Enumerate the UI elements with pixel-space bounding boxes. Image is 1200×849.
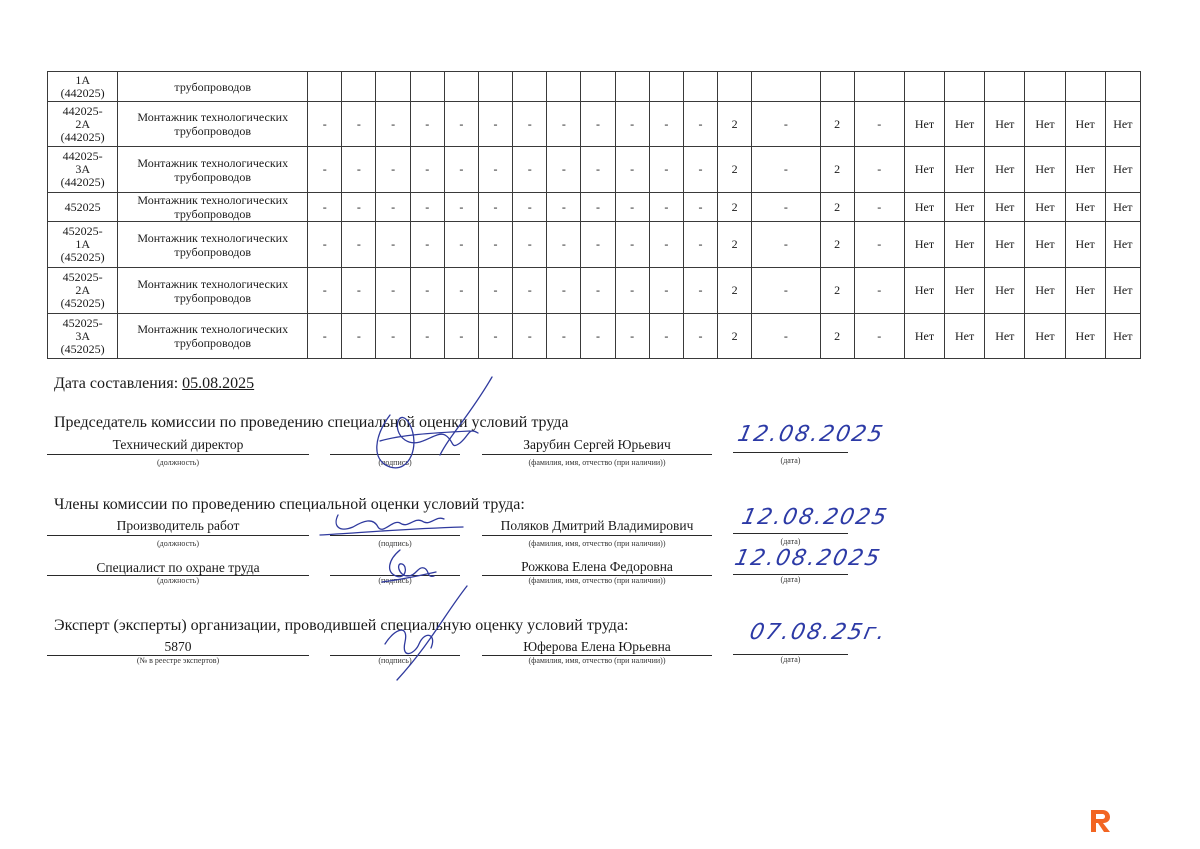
- table-cell: Нет: [1065, 102, 1105, 147]
- table-cell: -: [376, 147, 410, 193]
- table-cell: 2: [718, 268, 752, 314]
- row-code: 452025- 3А (452025): [48, 314, 118, 359]
- table-cell: [308, 72, 342, 102]
- table-cell: -: [581, 193, 615, 222]
- table-cell: Нет: [904, 314, 944, 359]
- table-cell: -: [752, 147, 820, 193]
- table-cell: 2: [820, 193, 854, 222]
- member-2-name: Рожкова Елена Федоровна: [521, 559, 673, 574]
- table-cell: -: [513, 193, 547, 222]
- table-cell: Нет: [985, 193, 1025, 222]
- table-cell: -: [649, 102, 683, 147]
- table-cell: -: [649, 193, 683, 222]
- table-cell: Нет: [985, 102, 1025, 147]
- table-cell: -: [752, 102, 820, 147]
- table-cell: -: [581, 314, 615, 359]
- table-cell: [547, 72, 581, 102]
- table-cell: [718, 72, 752, 102]
- caption-fullname: (фамилия, имя, отчество (при наличии)): [528, 576, 666, 585]
- table-cell: Нет: [945, 268, 985, 314]
- member-1-position: Производитель работ: [116, 518, 240, 533]
- table-cell: 2: [718, 102, 752, 147]
- caption-position: (должность): [157, 458, 199, 467]
- row-profession: Монтажник технологических трубопроводов: [118, 102, 308, 147]
- table-cell: -: [308, 193, 342, 222]
- table-cell: -: [376, 268, 410, 314]
- row-profession: Монтажник технологических трубопроводов: [118, 314, 308, 359]
- chairman-position: Технический директор: [112, 437, 244, 452]
- table-cell: Нет: [904, 222, 944, 268]
- row-code: 442025- 2А (442025): [48, 102, 118, 147]
- table-cell: -: [478, 314, 512, 359]
- table-cell: 2: [718, 147, 752, 193]
- caption-fullname: (фамилия, имя, отчество (при наличии)): [528, 458, 666, 467]
- table-cell: Нет: [904, 102, 944, 147]
- table-cell: -: [547, 268, 581, 314]
- row-profession: трубопроводов: [118, 72, 308, 102]
- member-2-signature: [378, 546, 438, 586]
- caption-date: (дата): [780, 537, 801, 546]
- table-cell: [478, 72, 512, 102]
- chairman-signature: [350, 375, 490, 475]
- table-cell: -: [376, 222, 410, 268]
- table-cell: -: [649, 222, 683, 268]
- table-cell: Нет: [985, 222, 1025, 268]
- table-cell: -: [444, 193, 478, 222]
- table-cell: -: [444, 314, 478, 359]
- table-cell: -: [513, 222, 547, 268]
- table-cell: -: [444, 222, 478, 268]
- member-1-handwritten-date: 12.08.2025: [739, 505, 891, 530]
- table-cell: Нет: [904, 268, 944, 314]
- table-row: [48, 147, 1141, 193]
- table-cell: -: [342, 193, 376, 222]
- table-row: [48, 193, 1141, 222]
- table-cell: -: [308, 268, 342, 314]
- table-cell: -: [410, 222, 444, 268]
- table-cell: Нет: [904, 193, 944, 222]
- table-cell: -: [410, 314, 444, 359]
- table-cell: Нет: [945, 314, 985, 359]
- chairman-name: Зарубин Сергей Юрьевич: [523, 437, 671, 452]
- table-cell: Нет: [1105, 268, 1140, 314]
- table-cell: Нет: [985, 147, 1025, 193]
- expert-registry-number: 5870: [164, 639, 192, 654]
- caption-date: (дата): [780, 655, 801, 664]
- table-cell: -: [615, 314, 649, 359]
- table-cell: -: [444, 102, 478, 147]
- table-cell: Нет: [945, 102, 985, 147]
- member-1-position-line: [47, 535, 309, 536]
- table-cell: -: [581, 102, 615, 147]
- member-2-handwritten-date: 12.08.2025: [732, 546, 884, 571]
- table-cell: Нет: [1105, 193, 1140, 222]
- row-code: 442025- 3А (442025): [48, 147, 118, 193]
- table-cell: Нет: [945, 222, 985, 268]
- row-profession: Монтажник технологических трубопроводов: [118, 193, 308, 222]
- table-cell: -: [547, 193, 581, 222]
- expert-name: Юферова Елена Юрьевна: [523, 639, 671, 654]
- table-cell: 2: [820, 268, 854, 314]
- table-cell: -: [649, 268, 683, 314]
- chairman-handwritten-date: 12.08.2025: [735, 422, 887, 447]
- caption-signature: (подпись): [378, 576, 412, 585]
- table-cell: -: [410, 147, 444, 193]
- table-cell: -: [752, 314, 820, 359]
- table-cell: -: [683, 268, 717, 314]
- table-cell: Нет: [1025, 102, 1065, 147]
- table-cell: Нет: [1025, 314, 1065, 359]
- table-cell: -: [410, 193, 444, 222]
- member-1-signature: [318, 505, 468, 550]
- table-cell: [820, 72, 854, 102]
- table-cell: [904, 72, 944, 102]
- table-cell: -: [683, 147, 717, 193]
- table-cell: -: [478, 222, 512, 268]
- table-row: [48, 314, 1141, 359]
- table-cell: -: [854, 222, 904, 268]
- table-cell: -: [581, 222, 615, 268]
- chairman-name-line: [482, 454, 712, 455]
- table-cell: 2: [820, 102, 854, 147]
- table-cell: 2: [820, 222, 854, 268]
- table-cell: [1065, 72, 1105, 102]
- table-cell: [1105, 72, 1140, 102]
- table-row: [48, 102, 1141, 147]
- caption-fullname: (фамилия, имя, отчество (при наличии)): [528, 539, 666, 548]
- table-cell: [444, 72, 478, 102]
- caption-registry: (№ в реестре экспертов): [136, 656, 220, 665]
- caption-signature: (подпись): [378, 539, 412, 548]
- table-cell: Нет: [1065, 147, 1105, 193]
- table-cell: 2: [718, 314, 752, 359]
- row-profession: Монтажник технологических трубопроводов: [118, 268, 308, 314]
- table-cell: -: [581, 147, 615, 193]
- table-cell: [410, 72, 444, 102]
- expert-signature: [375, 584, 475, 684]
- caption-date: (дата): [780, 575, 801, 584]
- table-cell: -: [854, 147, 904, 193]
- r-logo-icon: [1088, 808, 1112, 834]
- table-cell: 2: [820, 147, 854, 193]
- table-cell: -: [649, 147, 683, 193]
- table-cell: [376, 72, 410, 102]
- table-cell: -: [308, 314, 342, 359]
- member-1-date-line: [733, 533, 848, 534]
- table-cell: Нет: [904, 147, 944, 193]
- table-cell: [615, 72, 649, 102]
- table-cell: Нет: [1025, 268, 1065, 314]
- table-cell: -: [376, 314, 410, 359]
- table-cell: -: [513, 147, 547, 193]
- table-cell: -: [854, 268, 904, 314]
- row-profession: Монтажник технологических трубопроводов: [118, 147, 308, 193]
- table-row: [48, 72, 1141, 102]
- table-row: [48, 222, 1141, 268]
- compilation-date-value: 05.08.2025: [182, 375, 255, 392]
- table-cell: -: [752, 222, 820, 268]
- caption-date: (дата): [780, 456, 801, 465]
- table-cell: -: [342, 314, 376, 359]
- table-cell: -: [410, 268, 444, 314]
- table-cell: -: [513, 102, 547, 147]
- table-cell: Нет: [1065, 222, 1105, 268]
- table-cell: -: [683, 222, 717, 268]
- table-cell: -: [478, 147, 512, 193]
- table-cell: -: [854, 314, 904, 359]
- table-cell: -: [308, 102, 342, 147]
- table-cell: -: [683, 193, 717, 222]
- table-cell: Нет: [1065, 268, 1105, 314]
- table-cell: -: [649, 314, 683, 359]
- table-cell: [649, 72, 683, 102]
- table-cell: [581, 72, 615, 102]
- table-cell: -: [547, 222, 581, 268]
- caption-signature: (подпись): [378, 656, 412, 665]
- table-cell: Нет: [1065, 314, 1105, 359]
- table-cell: -: [615, 147, 649, 193]
- members-heading: Члены комиссии по проведению специальной оценки условий труда:: [54, 496, 525, 513]
- table-cell: -: [444, 147, 478, 193]
- table-cell: -: [547, 102, 581, 147]
- table-cell: Нет: [985, 268, 1025, 314]
- table-cell: 2: [820, 314, 854, 359]
- table-cell: -: [342, 268, 376, 314]
- table-cell: Нет: [1105, 222, 1140, 268]
- table-cell: -: [854, 193, 904, 222]
- table-cell: [945, 72, 985, 102]
- row-code: 1А (442025): [48, 72, 118, 102]
- table-cell: Нет: [945, 193, 985, 222]
- expert-heading: Эксперт (эксперты) организации, проводившей специальную оценку условий труда:: [54, 617, 629, 634]
- table-cell: -: [547, 314, 581, 359]
- table-cell: Нет: [1025, 193, 1065, 222]
- table-cell: [854, 72, 904, 102]
- table-cell: -: [513, 314, 547, 359]
- table-cell: -: [752, 268, 820, 314]
- caption-position: (должность): [157, 539, 199, 548]
- caption-fullname: (фамилия, имя, отчество (при наличии)): [528, 656, 666, 665]
- table-cell: -: [308, 147, 342, 193]
- row-code: 452025- 2А (452025): [48, 268, 118, 314]
- table-cell: [1025, 72, 1065, 102]
- table-cell: Нет: [945, 147, 985, 193]
- row-code: 452025- 1А (452025): [48, 222, 118, 268]
- caption-position: (должность): [157, 576, 199, 585]
- member-2-position: Специалист по охране труда: [96, 560, 260, 575]
- table-cell: -: [615, 222, 649, 268]
- table-cell: -: [342, 147, 376, 193]
- table-cell: [985, 72, 1025, 102]
- table-cell: -: [615, 193, 649, 222]
- table-cell: [513, 72, 547, 102]
- row-code: 452025: [48, 193, 118, 222]
- table-cell: -: [581, 268, 615, 314]
- table-cell: 2: [718, 193, 752, 222]
- table-cell: [683, 72, 717, 102]
- table-cell: Нет: [1065, 193, 1105, 222]
- table-cell: Нет: [1105, 147, 1140, 193]
- table-cell: [752, 72, 820, 102]
- compilation-date-label: Дата составления:: [54, 375, 179, 392]
- table-cell: -: [752, 193, 820, 222]
- table-cell: -: [478, 268, 512, 314]
- compilation-date: [54, 375, 254, 393]
- caption-signature: (подпись): [378, 458, 412, 467]
- table-row: [48, 268, 1141, 314]
- table-cell: -: [410, 102, 444, 147]
- table-cell: -: [342, 102, 376, 147]
- table-cell: -: [854, 102, 904, 147]
- table-cell: Нет: [1105, 314, 1140, 359]
- table-cell: -: [683, 102, 717, 147]
- table-cell: 2: [718, 222, 752, 268]
- table-cell: [342, 72, 376, 102]
- table-cell: -: [513, 268, 547, 314]
- member-1-name-line: [482, 535, 712, 536]
- table-cell: -: [615, 268, 649, 314]
- table-cell: -: [478, 102, 512, 147]
- table-cell: -: [683, 314, 717, 359]
- table-cell: -: [342, 222, 376, 268]
- table-cell: Нет: [1105, 102, 1140, 147]
- table-cell: -: [444, 268, 478, 314]
- table-cell: -: [376, 193, 410, 222]
- chairman-heading: Председатель комиссии по проведению специальной оценки условий труда: [54, 414, 569, 431]
- table-cell: Нет: [1025, 222, 1065, 268]
- table-cell: Нет: [985, 314, 1025, 359]
- table-cell: -: [478, 193, 512, 222]
- chairman-date-line: [733, 452, 848, 453]
- table-cell: -: [376, 102, 410, 147]
- row-profession: Монтажник технологических трубопроводов: [118, 222, 308, 268]
- member-1-name: Поляков Дмитрий Владимирович: [500, 518, 694, 533]
- expert-handwritten-date: 07.08.25г.: [747, 620, 890, 645]
- chairman-position-line: [47, 454, 309, 455]
- table-cell: -: [308, 222, 342, 268]
- table-cell: -: [547, 147, 581, 193]
- table-cell: Нет: [1025, 147, 1065, 193]
- table-cell: -: [615, 102, 649, 147]
- assessment-table: [47, 71, 1141, 359]
